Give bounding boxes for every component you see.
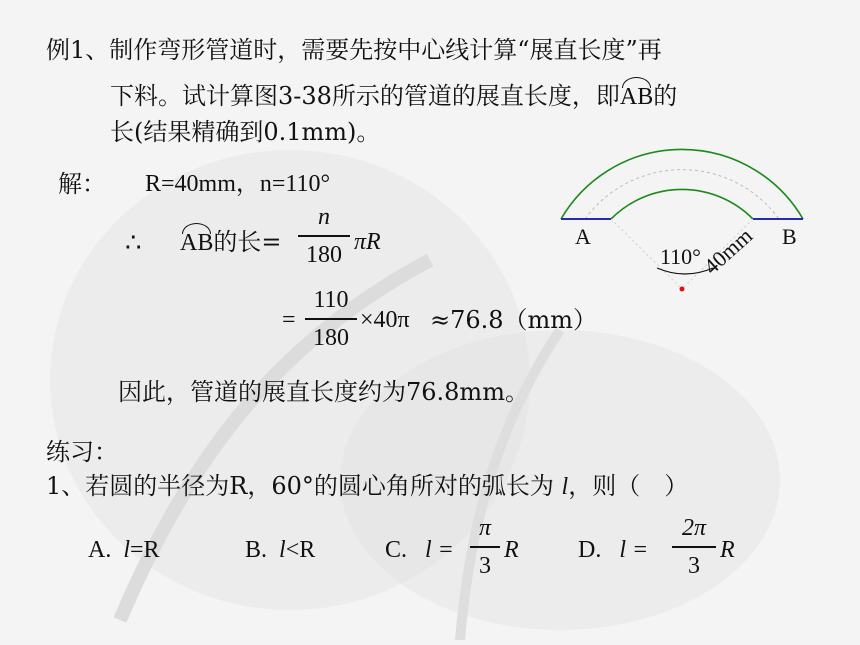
radius-label: 40mm — [698, 222, 758, 280]
inner-arc — [611, 189, 753, 219]
therefore-symbol: ∴ — [125, 228, 142, 258]
angle-label: 110° — [660, 244, 701, 269]
arc-ab-symbol: AB — [619, 84, 654, 110]
times-40pi: ×40π — [360, 307, 410, 333]
option-c-tail: R — [504, 537, 519, 563]
option-c[interactable] — [385, 538, 454, 562]
arc-length-text: 的长= — [213, 228, 282, 256]
option-c-bar — [470, 546, 500, 548]
option-b-label: B. — [245, 537, 268, 563]
fraction-numerator-110: 110 — [313, 287, 349, 313]
pipe-diagram — [555, 145, 815, 305]
center-arc — [585, 170, 779, 219]
option-c-numerator: π — [478, 515, 492, 541]
fraction-denominator-180: 180 — [313, 324, 349, 351]
fraction-bar-2 — [305, 318, 357, 320]
fraction-numerator: n — [318, 204, 330, 230]
option-a-var: l — [123, 537, 131, 563]
fraction-n-over-180 — [298, 205, 350, 267]
option-a-rest: =R — [130, 537, 160, 563]
example-line-2-pre: 下料。试计算图3-38所示的管道的展直长度，即 — [110, 82, 620, 110]
equals-sign: = — [282, 307, 296, 333]
approx-result: ≈76.8（mm） — [430, 306, 598, 334]
arc-ab-symbol-2: AB — [180, 230, 214, 256]
option-d-numerator: 2π — [681, 515, 707, 541]
question-1-pre: 1、若圆的半径为R，60°的圆心角所对的弧长为 — [46, 472, 554, 500]
option-c-label: C. — [385, 537, 408, 563]
outer-arc — [561, 149, 803, 219]
label-a: A — [575, 224, 591, 249]
pi-r-term: πR — [354, 229, 381, 255]
label-b: B — [782, 224, 797, 249]
question-1-var: l — [561, 474, 569, 500]
arc-length-label — [180, 230, 281, 255]
fraction-110-over-180 — [305, 288, 357, 350]
question-1-post: ，则（ ） — [568, 472, 689, 500]
practice-heading: 练习： — [46, 438, 118, 466]
example-line-1: 例1、制作弯形管道时，需要先按中心线计算“展直长度”再 — [46, 36, 662, 64]
solution-given: R=40mm，n=110° — [145, 171, 331, 197]
example-line-2 — [110, 84, 677, 109]
option-d-tail: R — [720, 537, 735, 563]
option-b-var: l — [279, 537, 286, 563]
option-d-bar — [672, 546, 716, 548]
example-line-2-post: 的 — [653, 82, 678, 110]
option-a[interactable] — [88, 538, 160, 562]
option-c-fraction — [470, 516, 500, 578]
example-line-3: 长(结果精确到0.1mm)。 — [110, 118, 381, 146]
fraction-bar — [298, 235, 350, 237]
option-d[interactable] — [578, 538, 648, 562]
fraction-denominator: 180 — [306, 241, 342, 268]
option-d-label: D. — [578, 537, 602, 563]
center-point — [680, 287, 685, 292]
option-c-lhs: l = — [425, 537, 454, 563]
option-b-rest: <R — [285, 537, 316, 563]
option-d-lhs: l = — [619, 537, 649, 563]
solution-label: 解： — [58, 170, 106, 198]
conclusion-text: 因此，管道的展直长度约为76.8mm。 — [118, 378, 529, 406]
option-a-label: A. — [88, 537, 112, 563]
option-d-fraction — [672, 516, 716, 578]
option-c-denominator: 3 — [479, 552, 491, 579]
option-d-denominator: 3 — [688, 552, 700, 579]
option-b[interactable] — [245, 538, 315, 562]
question-1 — [46, 474, 688, 499]
